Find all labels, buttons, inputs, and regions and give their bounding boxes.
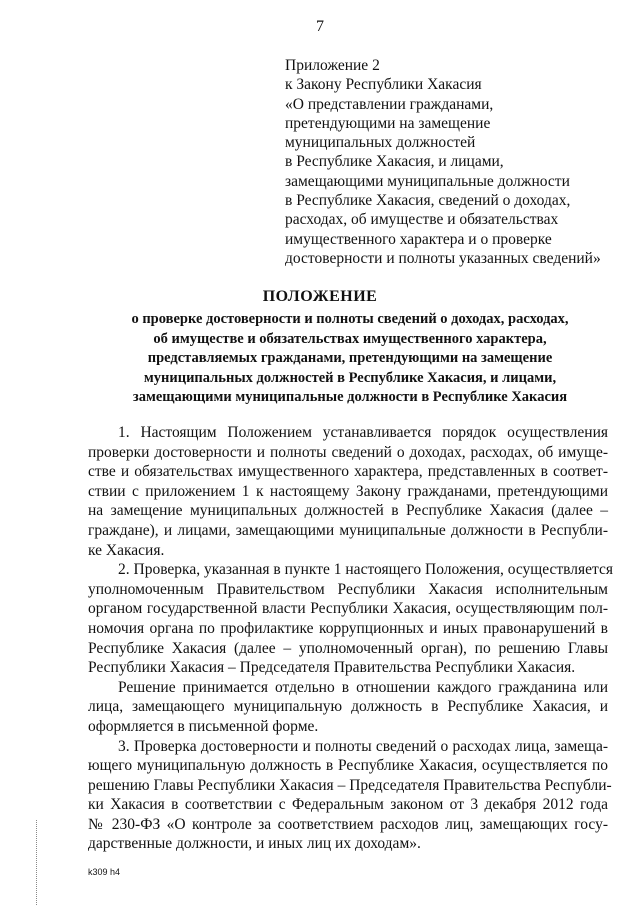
appendix-line: муниципальных должностей	[285, 134, 476, 152]
paragraph-2	[88, 560, 613, 678]
appendix-line: «О представлении гражданами,	[285, 95, 494, 113]
document-body	[88, 423, 613, 854]
subtitle-line: представляемых гражданами, претендующими на замещение	[147, 350, 553, 367]
text-line: Республике Хакасия (далее – уполномоченный орган), по решению Главы	[88, 639, 608, 657]
text-line: 3. Проверка достоверности и полноты сведений о расходах лица, замеща-	[118, 737, 608, 755]
text-line: ющего муниципальную должность в Республике Хакасия, осуществляется по	[88, 757, 608, 775]
appendix-line: в Республике Хакасия, сведений о доходах,	[285, 192, 571, 210]
document-title: ПОЛОЖЕНИЕ	[262, 288, 378, 305]
text-line: ки Хакасия в соответствии с Федеральным законом от 3 декабря 2012 года	[88, 796, 608, 814]
paragraph-3	[88, 737, 612, 855]
text-line: № 230-ФЗ «О контроле за соответствием расходов лиц, замещающих госу-	[88, 815, 608, 833]
text-line: органом государственной власти Республики Хакасия, осуществляющим пол-	[88, 600, 608, 618]
text-line: уполномоченным Правительством Республики Хакасия исполнительным	[88, 580, 608, 598]
subtitle-line: об имуществе и обязательствах имущественного характера,	[153, 330, 547, 347]
text-line: стве и обязательствах имущественного характера, представленных в соответ-	[88, 463, 608, 481]
appendix-block	[285, 56, 630, 268]
text-line: Решение принимается отдельно в отношении каждого гражданина или	[118, 678, 608, 696]
text-line: номочия органа по профилактике коррупционных и иных правонарушений в	[88, 619, 608, 637]
text-line: Республики Хакасия – Председателя Правительства Республики Хакасия.	[88, 659, 576, 677]
appendix-line: расходах, об имуществе и обязательствах	[285, 211, 559, 229]
subtitle-line: замещающими муниципальные должности в Республике Хакасия	[132, 389, 568, 406]
text-line: 2. Проверка, указанная в пункте 1 настоящего Положения, осуществляется	[118, 561, 613, 579]
appendix-line: к Закону Республики Хакасия	[285, 76, 482, 94]
appendix-line: имущественного характера и о проверке	[285, 230, 552, 248]
paragraph-1	[88, 423, 608, 560]
scan-margin-mark	[36, 820, 38, 905]
text-line: ке Хакасия.	[88, 541, 165, 559]
appendix-line: претендующими на замещение	[285, 114, 491, 132]
text-line: ствии с приложением 1 к настоящему Закону гражданами, претендующими	[88, 482, 608, 500]
page-number: 7	[316, 18, 324, 35]
text-line: 1. Настоящим Положением устанавливается порядок осуществления	[118, 424, 608, 441]
text-line: на замещение муниципальных должностей в Республике Хакасия (далее –	[88, 502, 608, 520]
text-line: лица, замещающего муниципальную должность в Республике Хакасия, и	[88, 698, 608, 716]
appendix-line: Приложение 2	[285, 57, 380, 74]
paragraph-2-continued	[88, 678, 608, 737]
footer-code: k309 h4	[88, 867, 121, 877]
text-line: оформляется в письменной форме.	[88, 717, 319, 735]
subtitle-line: о проверке достоверности и полноты сведений о доходах, расходах,	[131, 311, 569, 327]
text-line: решению Главы Республики Хакасия – Председателя Правительства Республи-	[88, 776, 612, 794]
text-line: дарственные должности, и иных лиц их доходам».	[88, 835, 421, 853]
text-line: граждане), и лицами, замещающими муниципальные должности в Республи-	[88, 521, 608, 539]
document-subtitle	[80, 310, 620, 408]
appendix-line: замещающими муниципальные должности	[285, 172, 570, 190]
text-line: проверки достоверности и полноты сведений о доходах, расходах, об имуще-	[88, 443, 608, 461]
subtitle-line: муниципальных должностей в Республике Хакасия, и лицами,	[143, 369, 557, 386]
appendix-line: в Республике Хакасия, и лицами,	[285, 153, 504, 171]
appendix-line: достоверности и полноты указанных сведений»	[285, 249, 601, 267]
